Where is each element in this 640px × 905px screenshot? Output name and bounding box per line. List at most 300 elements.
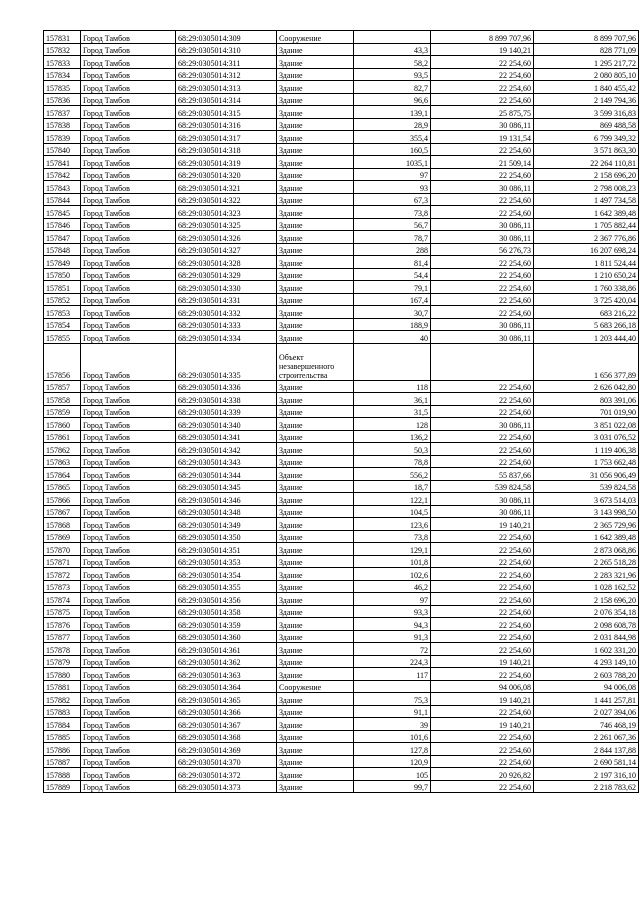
unit-value-cell: 30 086,11 xyxy=(431,418,534,431)
unit-value-cell: 22 254,60 xyxy=(431,705,534,718)
row-number-cell: 157832 xyxy=(44,43,81,56)
object-type-cell: Здание xyxy=(277,106,354,119)
area-cell: 75,3 xyxy=(354,693,431,706)
row-number-cell: 157860 xyxy=(44,418,81,431)
object-type-cell: Здание xyxy=(277,43,354,56)
table-row xyxy=(44,380,639,393)
table-row xyxy=(44,680,639,693)
cadastral-number-cell: 68:29:0305014:333 xyxy=(176,318,277,331)
area-cell: 136,2 xyxy=(354,430,431,443)
object-type-cell: Здание xyxy=(277,56,354,69)
area-cell: 46,2 xyxy=(354,580,431,593)
table-row xyxy=(44,580,639,593)
locality-cell: Город Тамбов xyxy=(81,268,176,281)
unit-value-cell: 20 926,82 xyxy=(431,768,534,781)
object-type-cell: Здание xyxy=(277,718,354,731)
object-type-cell: Здание xyxy=(277,156,354,169)
row-number-cell: 157838 xyxy=(44,118,81,131)
area-cell: 91,3 xyxy=(354,630,431,643)
cadastral-value-cell: 2 027 394,06 xyxy=(534,705,639,718)
cadastral-value-cell: 1 656 377,89 xyxy=(534,343,639,380)
locality-cell: Город Тамбов xyxy=(81,193,176,206)
area-cell: 120,9 xyxy=(354,755,431,768)
cadastral-value-cell: 1 295 217,72 xyxy=(534,56,639,69)
object-type-cell: Здание xyxy=(277,505,354,518)
table-row xyxy=(44,81,639,94)
cadastral-value-cell: 828 771,09 xyxy=(534,43,639,56)
row-number-cell: 157833 xyxy=(44,56,81,69)
locality-cell: Город Тамбов xyxy=(81,693,176,706)
area-cell: 128 xyxy=(354,418,431,431)
cadastral-number-cell: 68:29:0305014:339 xyxy=(176,405,277,418)
object-type-cell: Здание xyxy=(277,231,354,244)
locality-cell: Город Тамбов xyxy=(81,168,176,181)
locality-cell: Город Тамбов xyxy=(81,106,176,119)
locality-cell: Город Тамбов xyxy=(81,93,176,106)
locality-cell: Город Тамбов xyxy=(81,655,176,668)
cadastral-number-cell: 68:29:0305014:367 xyxy=(176,718,277,731)
object-type-cell: Здание xyxy=(277,655,354,668)
cadastral-number-cell: 68:29:0305014:362 xyxy=(176,655,277,668)
locality-cell: Город Тамбов xyxy=(81,343,176,380)
table-row xyxy=(44,593,639,606)
table-row xyxy=(44,281,639,294)
object-type-cell: Здание xyxy=(277,430,354,443)
area-cell: 67,3 xyxy=(354,193,431,206)
cadastral-number-cell: 68:29:0305014:361 xyxy=(176,643,277,656)
table-row xyxy=(44,643,639,656)
unit-value-cell: 22 254,60 xyxy=(431,168,534,181)
table-row xyxy=(44,318,639,331)
unit-value-cell: 22 254,60 xyxy=(431,580,534,593)
row-number-cell: 157888 xyxy=(44,768,81,781)
cadastral-number-cell: 68:29:0305014:313 xyxy=(176,81,277,94)
locality-cell: Город Тамбов xyxy=(81,668,176,681)
area-cell: 123,6 xyxy=(354,518,431,531)
cadastral-value-cell: 1 203 444,40 xyxy=(534,331,639,344)
object-type-cell: Здание xyxy=(277,755,354,768)
unit-value-cell: 539 824,58 xyxy=(431,480,534,493)
area-cell: 97 xyxy=(354,168,431,181)
unit-value-cell: 30 086,11 xyxy=(431,318,534,331)
unit-value-cell: 22 254,60 xyxy=(431,56,534,69)
unit-value-cell: 22 254,60 xyxy=(431,630,534,643)
locality-cell: Город Тамбов xyxy=(81,43,176,56)
cadastral-number-cell: 68:29:0305014:326 xyxy=(176,231,277,244)
unit-value-cell: 22 254,60 xyxy=(431,780,534,793)
locality-cell: Город Тамбов xyxy=(81,630,176,643)
area-cell: 93 xyxy=(354,181,431,194)
locality-cell: Город Тамбов xyxy=(81,780,176,793)
table-row xyxy=(44,293,639,306)
cadastral-value-cell: 6 799 349,32 xyxy=(534,131,639,144)
area-cell xyxy=(354,680,431,693)
unit-value-cell: 22 254,60 xyxy=(431,405,534,418)
object-type-cell: Здание xyxy=(277,555,354,568)
unit-value-cell: 22 254,60 xyxy=(431,281,534,294)
object-type-cell: Здание xyxy=(277,705,354,718)
cadastral-number-cell: 68:29:0305014:358 xyxy=(176,605,277,618)
cadastral-value-cell: 2 031 844,98 xyxy=(534,630,639,643)
row-number-cell: 157886 xyxy=(44,743,81,756)
unit-value-cell: 94 006,08 xyxy=(431,680,534,693)
row-number-cell: 157873 xyxy=(44,580,81,593)
row-number-cell: 157835 xyxy=(44,81,81,94)
area-cell: 160,5 xyxy=(354,143,431,156)
area-cell: 31,5 xyxy=(354,405,431,418)
table-row xyxy=(44,106,639,119)
cadastral-value-cell: 2 690 581,14 xyxy=(534,755,639,768)
object-type-cell: Здание xyxy=(277,780,354,793)
area-cell: 43,3 xyxy=(354,43,431,56)
object-type-cell: Здание xyxy=(277,580,354,593)
table-row xyxy=(44,630,639,643)
object-type-cell: Здание xyxy=(277,605,354,618)
area-cell: 39 xyxy=(354,718,431,731)
unit-value-cell: 22 254,60 xyxy=(431,81,534,94)
cadastral-number-cell: 68:29:0305014:353 xyxy=(176,555,277,568)
area-cell xyxy=(354,31,431,44)
area-cell: 50,3 xyxy=(354,443,431,456)
cadastral-value-cell: 2 261 067,36 xyxy=(534,730,639,743)
cadastral-value-cell: 2 873 068,86 xyxy=(534,543,639,556)
area-cell: 72 xyxy=(354,643,431,656)
cadastral-value-cell: 539 824,58 xyxy=(534,480,639,493)
cadastral-value-cell: 2 626 042,80 xyxy=(534,380,639,393)
unit-value-cell: 22 254,60 xyxy=(431,68,534,81)
unit-value-cell: 22 254,60 xyxy=(431,393,534,406)
cadastral-number-cell: 68:29:0305014:349 xyxy=(176,518,277,531)
cadastral-number-cell: 68:29:0305014:328 xyxy=(176,256,277,269)
object-type-cell: Здание xyxy=(277,256,354,269)
cadastral-number-cell: 68:29:0305014:314 xyxy=(176,93,277,106)
object-type-cell: Здание xyxy=(277,143,354,156)
area-cell: 82,7 xyxy=(354,81,431,94)
table-row xyxy=(44,56,639,69)
area-cell: 117 xyxy=(354,668,431,681)
cadastral-value-cell: 869 488,58 xyxy=(534,118,639,131)
row-number-cell: 157839 xyxy=(44,131,81,144)
area-cell: 99,7 xyxy=(354,780,431,793)
cadastral-value-cell: 94 006,08 xyxy=(534,680,639,693)
row-number-cell: 157875 xyxy=(44,605,81,618)
object-type-cell: Здание xyxy=(277,593,354,606)
table-row xyxy=(44,555,639,568)
table-row xyxy=(44,705,639,718)
unit-value-cell: 25 875,75 xyxy=(431,106,534,119)
object-type-cell: Здание xyxy=(277,493,354,506)
object-type-cell: Здание xyxy=(277,480,354,493)
cadastral-number-cell: 68:29:0305014:331 xyxy=(176,293,277,306)
cadastral-value-cell: 1 210 650,24 xyxy=(534,268,639,281)
locality-cell: Город Тамбов xyxy=(81,455,176,468)
area-cell: 102,6 xyxy=(354,568,431,581)
locality-cell: Город Тамбов xyxy=(81,768,176,781)
locality-cell: Город Тамбов xyxy=(81,243,176,256)
row-number-cell: 157878 xyxy=(44,643,81,656)
row-number-cell: 157889 xyxy=(44,780,81,793)
cadastral-number-cell: 68:29:0305014:365 xyxy=(176,693,277,706)
cadastral-value-cell: 1 753 662,48 xyxy=(534,455,639,468)
locality-cell: Город Тамбов xyxy=(81,318,176,331)
row-number-cell: 157862 xyxy=(44,443,81,456)
cadastral-number-cell: 68:29:0305014:356 xyxy=(176,593,277,606)
unit-value-cell: 22 254,60 xyxy=(431,730,534,743)
area-cell: 78,8 xyxy=(354,455,431,468)
table-row xyxy=(44,43,639,56)
area-cell: 40 xyxy=(354,331,431,344)
table-row xyxy=(44,468,639,481)
object-type-cell: Здание xyxy=(277,293,354,306)
unit-value-cell: 22 254,60 xyxy=(431,605,534,618)
cadastral-value-cell: 3 571 863,30 xyxy=(534,143,639,156)
row-number-cell: 157867 xyxy=(44,505,81,518)
table-row xyxy=(44,730,639,743)
row-number-cell: 157840 xyxy=(44,143,81,156)
object-type-cell: Здание xyxy=(277,630,354,643)
cadastral-value-cell: 3 031 076,52 xyxy=(534,430,639,443)
row-number-cell: 157842 xyxy=(44,168,81,181)
cadastral-number-cell: 68:29:0305014:363 xyxy=(176,668,277,681)
table-row xyxy=(44,68,639,81)
cadastral-number-cell: 68:29:0305014:355 xyxy=(176,580,277,593)
row-number-cell: 157868 xyxy=(44,518,81,531)
table-row xyxy=(44,668,639,681)
table-row xyxy=(44,480,639,493)
cadastral-value-cell: 2 365 729,96 xyxy=(534,518,639,531)
cadastral-number-cell: 68:29:0305014:317 xyxy=(176,131,277,144)
cadastral-value-cell: 2 844 137,88 xyxy=(534,743,639,756)
area-cell: 97 xyxy=(354,593,431,606)
unit-value-cell: 19 131,54 xyxy=(431,131,534,144)
locality-cell: Город Тамбов xyxy=(81,705,176,718)
locality-cell: Город Тамбов xyxy=(81,505,176,518)
table-row xyxy=(44,118,639,131)
cadastral-value-table xyxy=(43,30,639,793)
row-number-cell: 157877 xyxy=(44,630,81,643)
table-row xyxy=(44,518,639,531)
locality-cell: Город Тамбов xyxy=(81,231,176,244)
locality-cell: Город Тамбов xyxy=(81,555,176,568)
table-row xyxy=(44,455,639,468)
unit-value-cell: 22 254,60 xyxy=(431,430,534,443)
object-type-cell: Здание xyxy=(277,443,354,456)
area-cell: 355,4 xyxy=(354,131,431,144)
unit-value-cell: 22 254,60 xyxy=(431,268,534,281)
area-cell: 122,1 xyxy=(354,493,431,506)
row-number-cell: 157864 xyxy=(44,468,81,481)
row-number-cell: 157846 xyxy=(44,218,81,231)
locality-cell: Город Тамбов xyxy=(81,430,176,443)
cadastral-number-cell: 68:29:0305014:321 xyxy=(176,181,277,194)
object-type-cell: Здание xyxy=(277,318,354,331)
row-number-cell: 157885 xyxy=(44,730,81,743)
cadastral-value-cell: 2 367 776,86 xyxy=(534,231,639,244)
locality-cell: Город Тамбов xyxy=(81,568,176,581)
unit-value-cell: 19 140,21 xyxy=(431,43,534,56)
unit-value-cell: 19 140,21 xyxy=(431,693,534,706)
object-type-cell: Здание xyxy=(277,730,354,743)
object-type-cell: Здание xyxy=(277,405,354,418)
locality-cell: Город Тамбов xyxy=(81,593,176,606)
unit-value-cell: 19 140,21 xyxy=(431,518,534,531)
locality-cell: Город Тамбов xyxy=(81,131,176,144)
unit-value-cell: 8 899 707,96 xyxy=(431,31,534,44)
cadastral-value-cell: 1 119 406,38 xyxy=(534,443,639,456)
object-type-cell: Здание xyxy=(277,530,354,543)
object-type-cell: Здание xyxy=(277,68,354,81)
row-number-cell: 157865 xyxy=(44,480,81,493)
area-cell: 79,1 xyxy=(354,281,431,294)
cadastral-value-cell: 2 218 783,62 xyxy=(534,780,639,793)
locality-cell: Город Тамбов xyxy=(81,468,176,481)
unit-value-cell: 30 086,11 xyxy=(431,505,534,518)
area-cell: 93,5 xyxy=(354,68,431,81)
cadastral-number-cell: 68:29:0305014:369 xyxy=(176,743,277,756)
area-cell: 105 xyxy=(354,768,431,781)
row-number-cell: 157879 xyxy=(44,655,81,668)
cadastral-value-cell: 2 197 316,10 xyxy=(534,768,639,781)
locality-cell: Город Тамбов xyxy=(81,380,176,393)
object-type-cell: Здание xyxy=(277,81,354,94)
row-number-cell: 157841 xyxy=(44,156,81,169)
table-row xyxy=(44,693,639,706)
cadastral-number-cell: 68:29:0305014:311 xyxy=(176,56,277,69)
area-cell: 129,1 xyxy=(354,543,431,556)
unit-value-cell: 30 086,11 xyxy=(431,218,534,231)
locality-cell: Город Тамбов xyxy=(81,306,176,319)
cadastral-number-cell: 68:29:0305014:338 xyxy=(176,393,277,406)
area-cell: 18,7 xyxy=(354,480,431,493)
cadastral-number-cell: 68:29:0305014:360 xyxy=(176,630,277,643)
object-type-cell: Здание xyxy=(277,181,354,194)
table-row xyxy=(44,443,639,456)
locality-cell: Город Тамбов xyxy=(81,331,176,344)
row-number-cell: 157870 xyxy=(44,543,81,556)
object-type-cell: Здание xyxy=(277,306,354,319)
cadastral-value-cell: 803 391,06 xyxy=(534,393,639,406)
area-cell: 73,8 xyxy=(354,530,431,543)
table-row xyxy=(44,243,639,256)
cadastral-number-cell: 68:29:0305014:325 xyxy=(176,218,277,231)
table-row xyxy=(44,543,639,556)
cadastral-number-cell: 68:29:0305014:327 xyxy=(176,243,277,256)
locality-cell: Город Тамбов xyxy=(81,605,176,618)
area-cell: 91,1 xyxy=(354,705,431,718)
object-type-cell: Здание xyxy=(277,468,354,481)
table-row xyxy=(44,718,639,731)
row-number-cell: 157834 xyxy=(44,68,81,81)
unit-value-cell: 55 837,66 xyxy=(431,468,534,481)
locality-cell: Город Тамбов xyxy=(81,518,176,531)
table-row xyxy=(44,530,639,543)
area-cell: 167,4 xyxy=(354,293,431,306)
locality-cell: Город Тамбов xyxy=(81,580,176,593)
row-number-cell: 157845 xyxy=(44,206,81,219)
cadastral-value-cell: 683 216,22 xyxy=(534,306,639,319)
locality-cell: Город Тамбов xyxy=(81,418,176,431)
cadastral-value-cell: 3 673 514,03 xyxy=(534,493,639,506)
cadastral-value-cell: 2 265 518,28 xyxy=(534,555,639,568)
row-number-cell: 157836 xyxy=(44,93,81,106)
table-row xyxy=(44,343,639,380)
cadastral-number-cell: 68:29:0305014:319 xyxy=(176,156,277,169)
cadastral-value-cell: 3 599 316,83 xyxy=(534,106,639,119)
cadastral-number-cell: 68:29:0305014:340 xyxy=(176,418,277,431)
locality-cell: Город Тамбов xyxy=(81,81,176,94)
unit-value-cell: 22 254,60 xyxy=(431,93,534,106)
unit-value-cell: 22 254,60 xyxy=(431,555,534,568)
cadastral-number-cell: 68:29:0305014:330 xyxy=(176,281,277,294)
cadastral-number-cell: 68:29:0305014:315 xyxy=(176,106,277,119)
cadastral-number-cell: 68:29:0305014:312 xyxy=(176,68,277,81)
locality-cell: Город Тамбов xyxy=(81,156,176,169)
unit-value-cell: 19 140,21 xyxy=(431,655,534,668)
unit-value-cell: 22 254,60 xyxy=(431,193,534,206)
object-type-cell: Здание xyxy=(277,543,354,556)
unit-value-cell: 22 254,60 xyxy=(431,143,534,156)
cadastral-value-cell: 1 441 257,81 xyxy=(534,693,639,706)
unit-value-cell: 22 254,60 xyxy=(431,618,534,631)
row-number-cell: 157859 xyxy=(44,405,81,418)
area-cell: 288 xyxy=(354,243,431,256)
unit-value-cell: 22 254,60 xyxy=(431,568,534,581)
locality-cell: Город Тамбов xyxy=(81,480,176,493)
area-cell: 93,3 xyxy=(354,605,431,618)
cadastral-number-cell: 68:29:0305014:335 xyxy=(176,343,277,380)
table-row xyxy=(44,156,639,169)
cadastral-number-cell: 68:29:0305014:368 xyxy=(176,730,277,743)
locality-cell: Город Тамбов xyxy=(81,680,176,693)
cadastral-value-cell: 1 028 162,52 xyxy=(534,580,639,593)
row-number-cell: 157858 xyxy=(44,393,81,406)
table-row xyxy=(44,306,639,319)
row-number-cell: 157887 xyxy=(44,755,81,768)
cadastral-value-cell: 2 603 788,20 xyxy=(534,668,639,681)
table-row xyxy=(44,418,639,431)
unit-value-cell: 22 254,60 xyxy=(431,743,534,756)
table-row xyxy=(44,768,639,781)
area-cell: 139,1 xyxy=(354,106,431,119)
cadastral-value-cell: 2 076 354,18 xyxy=(534,605,639,618)
table-row xyxy=(44,31,639,44)
row-number-cell: 157869 xyxy=(44,530,81,543)
cadastral-number-cell: 68:29:0305014:343 xyxy=(176,455,277,468)
row-number-cell: 157883 xyxy=(44,705,81,718)
row-number-cell: 157882 xyxy=(44,693,81,706)
cadastral-number-cell: 68:29:0305014:336 xyxy=(176,380,277,393)
area-cell: 1035,1 xyxy=(354,156,431,169)
locality-cell: Город Тамбов xyxy=(81,31,176,44)
cadastral-number-cell: 68:29:0305014:320 xyxy=(176,168,277,181)
row-number-cell: 157851 xyxy=(44,281,81,294)
table-row xyxy=(44,168,639,181)
area-cell: 58,2 xyxy=(354,56,431,69)
object-type-cell: Здание xyxy=(277,518,354,531)
cadastral-value-cell: 16 207 698,24 xyxy=(534,243,639,256)
cadastral-number-cell: 68:29:0305014:364 xyxy=(176,680,277,693)
table-row xyxy=(44,618,639,631)
locality-cell: Город Тамбов xyxy=(81,218,176,231)
object-type-cell: Объект незавершенного строительства xyxy=(277,343,354,380)
cadastral-value-cell: 22 264 110,81 xyxy=(534,156,639,169)
locality-cell: Город Тамбов xyxy=(81,730,176,743)
object-type-cell: Здание xyxy=(277,568,354,581)
unit-value-cell: 30 086,11 xyxy=(431,181,534,194)
cadastral-value-cell: 2 080 805,10 xyxy=(534,68,639,81)
row-number-cell: 157884 xyxy=(44,718,81,731)
unit-value-cell: 30 086,11 xyxy=(431,493,534,506)
